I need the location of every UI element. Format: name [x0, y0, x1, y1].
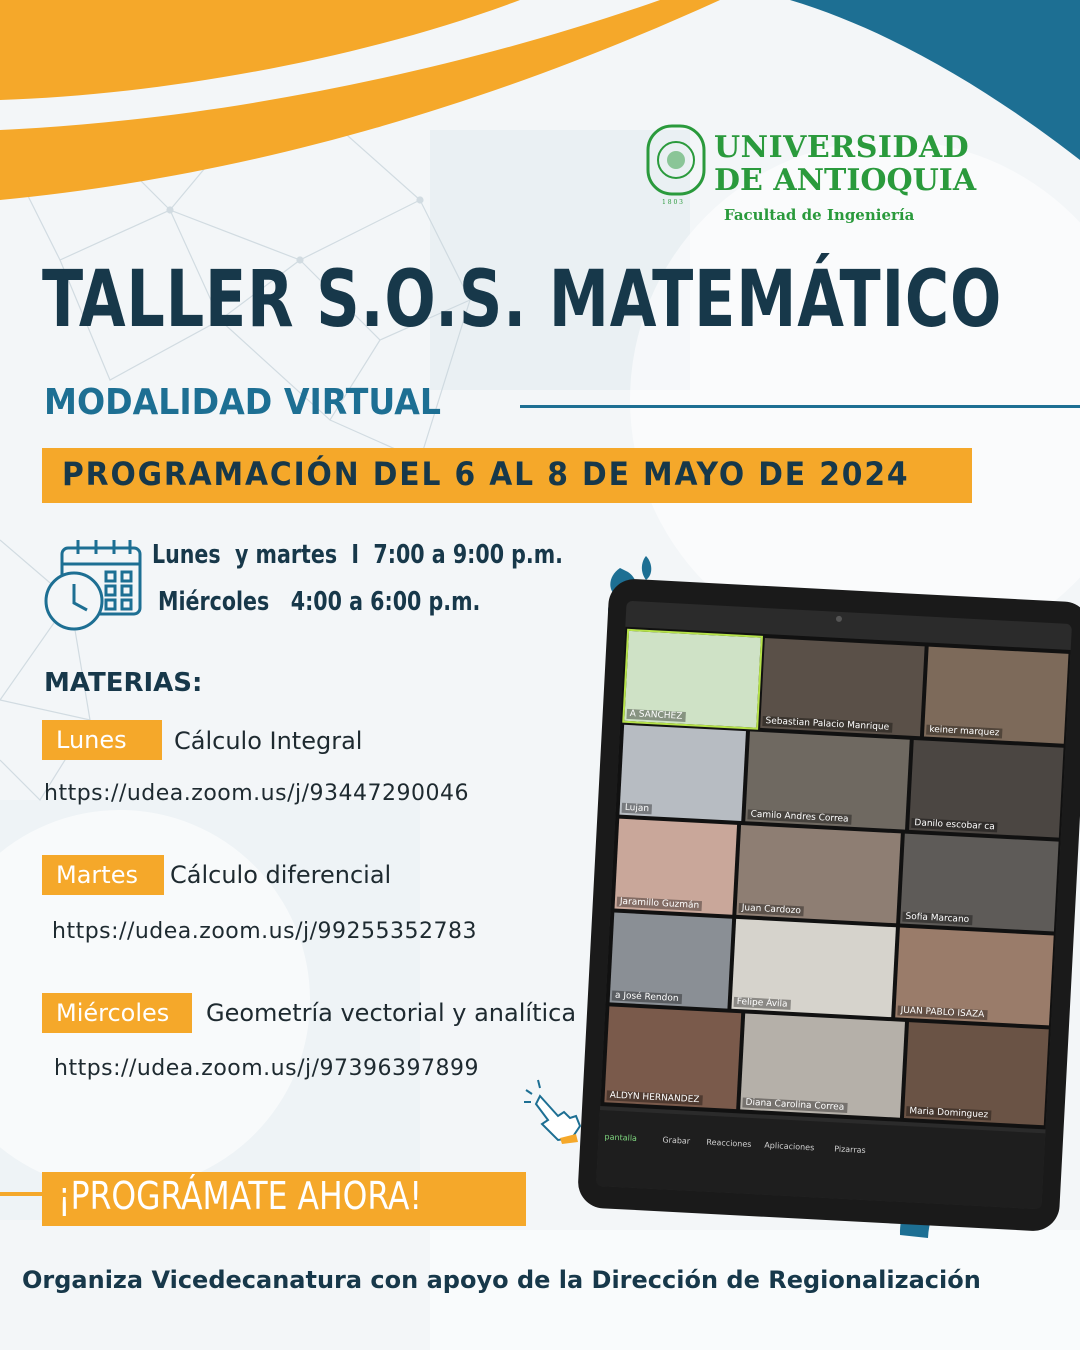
- participant-tile: Camilo Andres Correa: [745, 731, 909, 829]
- participant-tile: Sofia Marcano: [900, 834, 1058, 932]
- participant-tile: Danilo escobar ca: [909, 740, 1064, 838]
- participant-tile: a José Rendon: [610, 913, 733, 1009]
- participant-tile: Lujan: [619, 725, 746, 821]
- subtitle-divider: [520, 405, 1080, 408]
- zoom-link-miercoles[interactable]: https://udea.zoom.us/j/97396397899: [54, 1056, 479, 1081]
- day-tag-miercoles: Miércoles: [42, 993, 192, 1033]
- tablet-device: [577, 578, 1080, 1232]
- faculty-name: Facultad de Ingeniería: [724, 206, 915, 224]
- tablet-screen: [596, 601, 1072, 1210]
- university-name-line2: DE ANTIOQUIA: [714, 163, 977, 198]
- toolbar-whiteboards[interactable]: Pizarras: [834, 1144, 866, 1155]
- participant-tile: A SANCHEZ: [624, 631, 761, 728]
- zoom-link-martes[interactable]: https://udea.zoom.us/j/99255352783: [52, 919, 477, 944]
- schedule-line-2: Miércoles 4:00 a 6:00 p.m.: [158, 587, 481, 617]
- zoom-link-lunes[interactable]: https://udea.zoom.us/j/93447290046: [44, 781, 469, 806]
- materias-heading: MATERIAS:: [44, 668, 203, 698]
- university-seal-logo: [644, 124, 708, 208]
- subject-name: Cálculo diferencial: [170, 861, 392, 889]
- date-banner-text: PROGRAMACIÓN DEL 6 AL 8 DE MAYO DE 2024: [62, 455, 910, 493]
- subject-name: Geometría vectorial y analítica: [206, 999, 577, 1027]
- participant-tile: Juan Cardozo: [736, 825, 900, 923]
- participant-tile: ALDYN HERNANDEZ: [604, 1006, 741, 1109]
- participant-tile: Jaramillo Guzmán: [615, 819, 738, 915]
- modality-subtitle: MODALIDAD VIRTUAL: [44, 382, 441, 423]
- toolbar-record[interactable]: Grabar: [662, 1135, 691, 1146]
- toolbar-share-screen[interactable]: pantalla: [604, 1132, 638, 1144]
- cta-text: ¡PROGRÁMATE AHORA!: [58, 1174, 422, 1218]
- participant-tile: JUAN PABLO ISAZA: [895, 927, 1053, 1025]
- toolbar-apps[interactable]: Aplicaciones: [764, 1140, 815, 1153]
- page-title: TALLER S.O.S. MATEMÁTICO: [42, 255, 1003, 345]
- participant-tile: Felipe Ávila: [731, 919, 895, 1017]
- participant-tile: Sebastian Palacio Manrique: [760, 638, 924, 736]
- calendar-clock-icon: [42, 538, 146, 634]
- toolbar-reactions[interactable]: Reacciones: [706, 1137, 752, 1150]
- university-name-line1: UNIVERSIDAD: [714, 130, 970, 165]
- svg-text:1 8 0 3: 1 8 0 3: [662, 199, 683, 206]
- schedule-line-1: Lunes y martes I 7:00 a 9:00 p.m.: [152, 540, 564, 570]
- participant-tile: Diana Carolina Correa: [740, 1014, 905, 1118]
- participant-tile: keiner marquez: [924, 647, 1069, 744]
- hand-pointer-icon: [520, 1076, 584, 1144]
- camera-dot-icon: [836, 616, 842, 622]
- footer-organizers: Organiza Vicedecanatura con apoyo de la Dirección de Regionalización: [22, 1266, 981, 1294]
- subject-name: Cálculo Integral: [174, 727, 363, 755]
- day-tag-lunes: Lunes: [42, 720, 162, 760]
- participant-tile: Maria Dominguez: [904, 1022, 1049, 1125]
- day-tag-martes: Martes: [42, 855, 164, 895]
- video-grid: [600, 627, 1071, 1130]
